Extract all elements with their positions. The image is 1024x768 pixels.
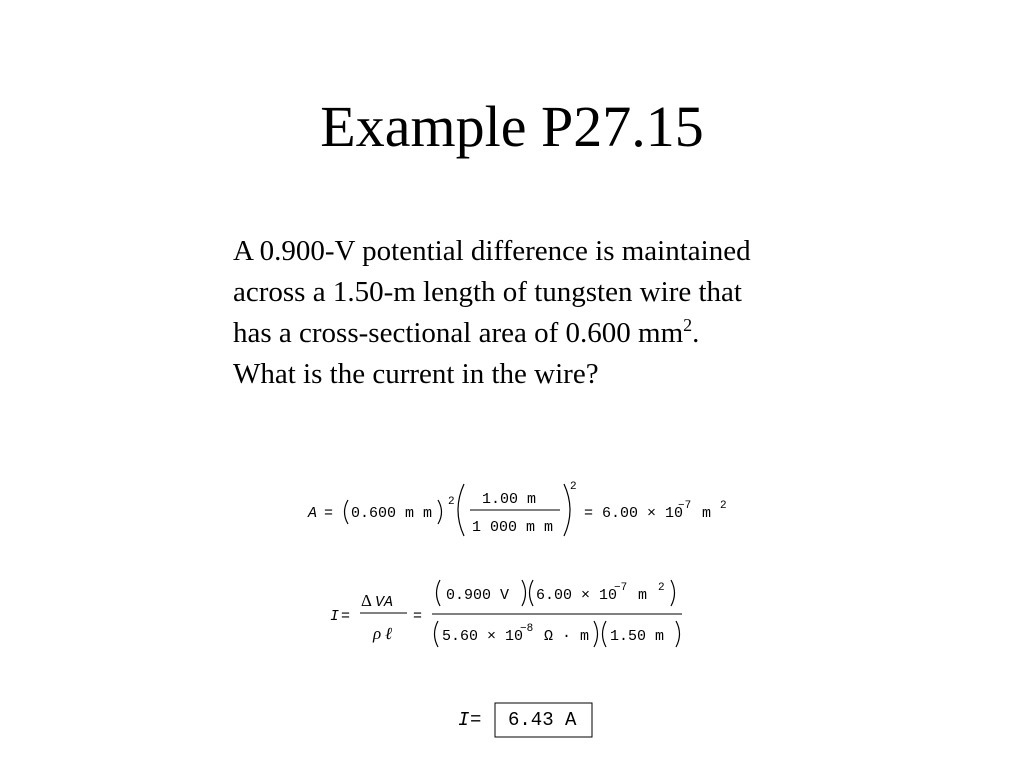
eq2-denominator-2: 1.50 m <box>610 628 665 645</box>
eq2-numerator-2-exponent: −7 <box>614 582 628 594</box>
eq1-equals: = <box>324 505 334 522</box>
slide-title: Example P27.15 <box>320 94 704 159</box>
eq2-ell-symbol: ℓ <box>385 624 393 643</box>
problem-line-3-superscript: 2 <box>683 315 693 335</box>
eq2-d2-left-paren <box>603 621 607 647</box>
problem-line-2: across a 1.50-m length of tungsten wire that <box>233 276 742 308</box>
eq2-d1-right-paren <box>594 621 598 647</box>
eq1-frac-denominator: 1 000 m m <box>472 519 554 536</box>
eq2-denominator-1-exponent: −8 <box>520 623 534 635</box>
problem-line-3-period: . <box>692 317 700 349</box>
eq2-n2-right-paren <box>671 580 675 606</box>
problem-line-1: A 0.900-V potential difference is maintained <box>233 235 751 267</box>
eq3-lhs: I <box>458 709 470 731</box>
eq2-denominator-1: 5.60 × 10 <box>442 628 524 645</box>
problem-line-3-text: has a cross-sectional area of 0.600 mm <box>233 317 684 349</box>
eq2-numerator-2-unit-exponent: 2 <box>658 582 665 594</box>
eq1-right-paren <box>438 500 442 524</box>
eq2-denominator-1-unit: Ω · m <box>544 628 590 645</box>
eq1-factor-exponent: 2 <box>448 496 455 508</box>
eq2-equals-2: = <box>413 608 423 625</box>
eq1-result-unit-exponent: 2 <box>720 500 727 512</box>
equation-area <box>307 481 727 536</box>
eq2-numerator-2: 6.00 × 10 <box>536 587 618 604</box>
eq3-equals: = <box>470 709 482 731</box>
eq2-lhs: I <box>330 608 340 625</box>
problem-line-4: What is the current in the wire? <box>233 358 599 390</box>
eq2-d2-right-paren <box>676 621 680 647</box>
eq2-numerator-vars: VA <box>375 594 394 611</box>
eq2-equals-1: = <box>341 608 351 625</box>
eq2-delta-symbol: Δ <box>361 591 372 610</box>
eq2-d1-left-paren <box>435 621 439 647</box>
eq2-rho-symbol: ρ <box>373 624 382 643</box>
eq1-left-paren <box>345 500 349 524</box>
eq1-frac-exponent: 2 <box>570 481 577 493</box>
eq2-n1-left-paren <box>437 580 441 606</box>
eq2-n2-left-paren <box>530 580 534 606</box>
eq1-frac-numerator: 1.00 m <box>482 491 537 508</box>
eq3-answer: 6.43 A <box>508 709 577 731</box>
eq1-lhs: A <box>308 505 318 522</box>
eq2-n1-right-paren <box>522 580 526 606</box>
eq2-numerator-1: 0.900 V <box>446 587 510 604</box>
equation-current <box>330 580 682 647</box>
eq2-numerator-2-unit: m <box>638 587 648 604</box>
eq1-frac-left-paren <box>458 484 464 536</box>
eq1-factor: 0.600 m m <box>351 505 433 522</box>
eq1-result-exponent: −7 <box>678 500 692 512</box>
equation-answer <box>458 703 592 737</box>
eq1-result-unit: m <box>702 505 712 522</box>
eq1-result: = 6.00 × 10 <box>584 505 684 522</box>
